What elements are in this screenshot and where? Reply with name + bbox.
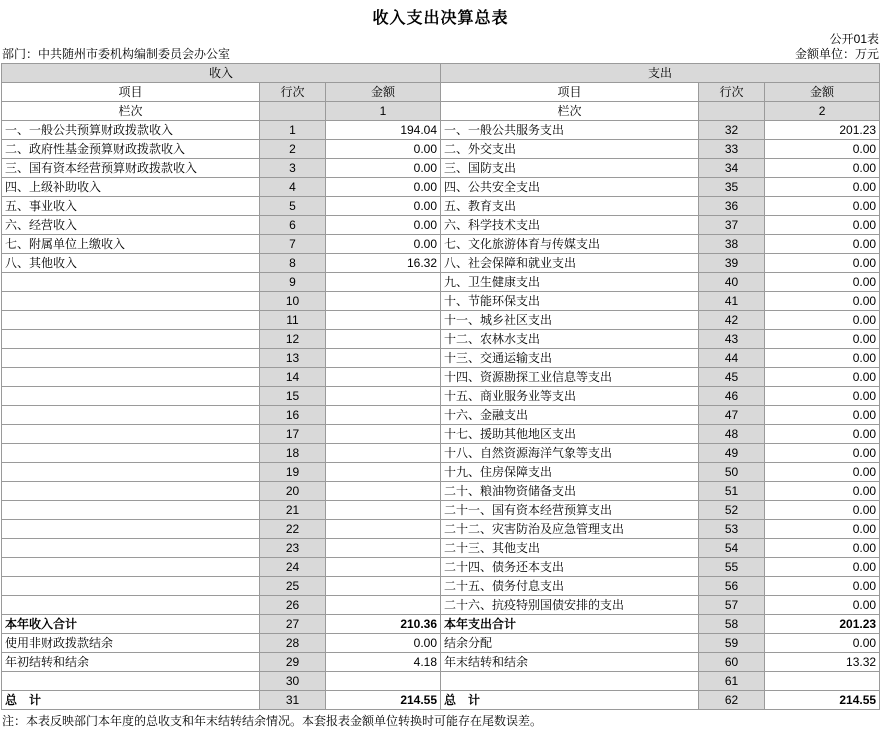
expense-amount-cell: 201.23 [765, 121, 880, 140]
expense-line-cell: 47 [699, 406, 765, 425]
income-amount-cell [326, 482, 441, 501]
income-item-cell: 年初结转和结余 [2, 653, 260, 672]
expense-item-cell: 十四、资源勘探工业信息等支出 [441, 368, 699, 387]
income-line-cell: 18 [260, 444, 326, 463]
income-item-cell [2, 444, 260, 463]
income-line-cell: 30 [260, 672, 326, 691]
expense-amount-cell: 0.00 [765, 539, 880, 558]
income-line-cell: 21 [260, 501, 326, 520]
income-line-cell: 7 [260, 235, 326, 254]
table-row [2, 482, 880, 501]
income-item-cell [2, 463, 260, 482]
department-label: 部门：中共随州市委机构编制委员会办公室 [2, 47, 231, 61]
income-amount-cell [326, 596, 441, 615]
expense-item-cell: 十二、农林水支出 [441, 330, 699, 349]
expense-amount-cell: 201.23 [765, 615, 880, 634]
expense-item-cell: 七、文化旅游体育与传媒支出 [441, 235, 699, 254]
income-line-cell: 3 [260, 159, 326, 178]
income-item-cell [2, 349, 260, 368]
table-row [2, 596, 880, 615]
expense-item-cell: 总 计 [441, 691, 699, 710]
expense-amount-cell: 0.00 [765, 254, 880, 273]
table-row [2, 197, 880, 216]
expense-line-cell: 62 [699, 691, 765, 710]
income-amount-header: 金额 [326, 83, 441, 102]
expense-amount-cell: 0.00 [765, 520, 880, 539]
expense-amount-cell: 0.00 [765, 368, 880, 387]
expense-item-cell: 九、卫生健康支出 [441, 273, 699, 292]
income-line-cell: 28 [260, 634, 326, 653]
expense-line-cell: 54 [699, 539, 765, 558]
income-line-cell: 15 [260, 387, 326, 406]
income-line-cell: 4 [260, 178, 326, 197]
expense-amount-cell: 0.00 [765, 444, 880, 463]
expense-column-number: 2 [765, 102, 880, 121]
expense-line-cell: 61 [699, 672, 765, 691]
expense-line-cell: 51 [699, 482, 765, 501]
expense-item-header: 项目 [441, 83, 699, 102]
income-item-cell: 五、事业收入 [2, 197, 260, 216]
expense-amount-cell: 0.00 [765, 197, 880, 216]
expense-line-cell: 36 [699, 197, 765, 216]
income-amount-cell [326, 330, 441, 349]
form-code: 公开01表 [829, 32, 879, 46]
income-line-cell: 29 [260, 653, 326, 672]
expense-item-cell: 一、一般公共服务支出 [441, 121, 699, 140]
expense-item-cell: 二十四、债务还本支出 [441, 558, 699, 577]
income-amount-cell [326, 387, 441, 406]
expense-amount-cell: 0.00 [765, 140, 880, 159]
income-item-cell: 四、上级补助收入 [2, 178, 260, 197]
column-header-row [2, 83, 880, 102]
table-note: 注：本表反映部门本年度的总收支和年末结转结余情况。本套报表金额单位转换时可能存在尾数误差。 [2, 714, 543, 728]
income-item-cell [2, 596, 260, 615]
income-colnum-blank [260, 102, 326, 121]
income-amount-cell [326, 368, 441, 387]
income-item-cell: 二、政府性基金预算财政拨款收入 [2, 140, 260, 159]
expense-item-cell: 二、外交支出 [441, 140, 699, 159]
income-amount-cell [326, 520, 441, 539]
income-line-cell: 22 [260, 520, 326, 539]
table-row [2, 254, 880, 273]
income-line-cell: 20 [260, 482, 326, 501]
expense-line-cell: 33 [699, 140, 765, 159]
expense-item-cell: 十一、城乡社区支出 [441, 311, 699, 330]
income-amount-cell: 0.00 [326, 178, 441, 197]
income-amount-cell [326, 311, 441, 330]
unit-label: 金额单位：万元 [794, 47, 879, 61]
income-amount-cell: 0.00 [326, 140, 441, 159]
income-line-cell: 13 [260, 349, 326, 368]
expense-amount-cell: 0.00 [765, 330, 880, 349]
income-amount-cell [326, 501, 441, 520]
income-line-cell: 6 [260, 216, 326, 235]
table-row [2, 292, 880, 311]
income-item-cell [2, 406, 260, 425]
expense-item-cell: 十九、住房保障支出 [441, 463, 699, 482]
expense-item-cell: 十五、商业服务业等支出 [441, 387, 699, 406]
income-amount-cell [326, 539, 441, 558]
table-row [2, 558, 880, 577]
expense-item-cell: 八、社会保障和就业支出 [441, 254, 699, 273]
income-line-cell: 31 [260, 691, 326, 710]
expense-line-header: 行次 [699, 83, 765, 102]
income-item-cell [2, 501, 260, 520]
income-amount-cell: 4.18 [326, 653, 441, 672]
income-item-cell: 七、附属单位上缴收入 [2, 235, 260, 254]
expense-line-cell: 57 [699, 596, 765, 615]
table-row [2, 330, 880, 349]
expense-line-cell: 43 [699, 330, 765, 349]
table-row [2, 216, 880, 235]
table-row [2, 634, 880, 653]
table-row [2, 463, 880, 482]
expense-amount-cell: 0.00 [765, 178, 880, 197]
expense-line-cell: 55 [699, 558, 765, 577]
table-row [2, 311, 880, 330]
expense-amount-cell: 0.00 [765, 406, 880, 425]
meta-row [0, 32, 881, 62]
income-line-cell: 5 [260, 197, 326, 216]
income-item-cell [2, 482, 260, 501]
expense-item-cell: 十八、自然资源海洋气象等支出 [441, 444, 699, 463]
expense-group-header: 支出 [441, 64, 880, 83]
income-line-cell: 11 [260, 311, 326, 330]
income-item-cell: 一、一般公共预算财政拨款收入 [2, 121, 260, 140]
income-amount-cell [326, 292, 441, 311]
income-line-cell: 27 [260, 615, 326, 634]
income-item-cell [2, 520, 260, 539]
table-row [2, 235, 880, 254]
table-row [2, 501, 880, 520]
income-amount-cell [326, 463, 441, 482]
income-line-cell: 25 [260, 577, 326, 596]
expense-amount-cell: 0.00 [765, 387, 880, 406]
group-header-row [2, 64, 880, 83]
table-row [2, 691, 880, 710]
expense-line-cell: 49 [699, 444, 765, 463]
income-item-cell [2, 292, 260, 311]
income-amount-cell [326, 444, 441, 463]
income-column-number: 1 [326, 102, 441, 121]
income-item-cell [2, 672, 260, 691]
income-amount-cell [326, 577, 441, 596]
income-item-cell: 三、国有资本经营预算财政拨款收入 [2, 159, 260, 178]
income-amount-cell [326, 273, 441, 292]
expense-line-cell: 44 [699, 349, 765, 368]
income-amount-cell [326, 672, 441, 691]
expense-line-cell: 34 [699, 159, 765, 178]
table-row [2, 140, 880, 159]
income-line-cell: 12 [260, 330, 326, 349]
table-row [2, 425, 880, 444]
income-line-cell: 8 [260, 254, 326, 273]
income-item-cell: 八、其他收入 [2, 254, 260, 273]
income-amount-cell: 0.00 [326, 197, 441, 216]
expense-item-cell: 五、教育支出 [441, 197, 699, 216]
income-group-header: 收入 [2, 64, 441, 83]
income-amount-cell: 210.36 [326, 615, 441, 634]
expense-item-cell: 十三、交通运输支出 [441, 349, 699, 368]
income-item-cell [2, 558, 260, 577]
table-row [2, 368, 880, 387]
income-item-cell [2, 539, 260, 558]
table-body [2, 64, 880, 710]
expense-amount-cell: 0.00 [765, 634, 880, 653]
table-row [2, 615, 880, 634]
expense-amount-cell: 214.55 [765, 691, 880, 710]
expense-line-cell: 52 [699, 501, 765, 520]
expense-amount-cell: 0.00 [765, 216, 880, 235]
income-amount-cell [326, 406, 441, 425]
expense-line-cell: 45 [699, 368, 765, 387]
income-amount-cell: 16.32 [326, 254, 441, 273]
income-line-cell: 23 [260, 539, 326, 558]
expense-amount-cell: 0.00 [765, 292, 880, 311]
expense-amount-cell: 0.00 [765, 596, 880, 615]
expense-item-cell: 结余分配 [441, 634, 699, 653]
table-row [2, 273, 880, 292]
expense-amount-cell: 0.00 [765, 577, 880, 596]
expense-line-cell: 48 [699, 425, 765, 444]
expense-item-cell: 四、公共安全支出 [441, 178, 699, 197]
expense-amount-cell: 0.00 [765, 235, 880, 254]
table-row [2, 159, 880, 178]
expense-item-cell: 二十五、债务付息支出 [441, 577, 699, 596]
table-row [2, 539, 880, 558]
expense-item-cell: 年末结转和结余 [441, 653, 699, 672]
column-number-row [2, 102, 880, 121]
income-line-cell: 1 [260, 121, 326, 140]
income-column-label: 栏次 [2, 102, 260, 121]
income-item-cell: 本年收入合计 [2, 615, 260, 634]
table-row [2, 387, 880, 406]
income-item-cell: 总 计 [2, 691, 260, 710]
income-line-cell: 2 [260, 140, 326, 159]
income-amount-cell: 214.55 [326, 691, 441, 710]
table-row [2, 444, 880, 463]
expense-amount-cell: 0.00 [765, 425, 880, 444]
income-amount-cell [326, 558, 441, 577]
income-line-cell: 9 [260, 273, 326, 292]
income-item-cell [2, 273, 260, 292]
expense-item-cell: 二十六、抗疫特别国债安排的支出 [441, 596, 699, 615]
table-row [2, 349, 880, 368]
expense-amount-cell: 0.00 [765, 311, 880, 330]
expense-item-cell: 二十一、国有资本经营预算支出 [441, 501, 699, 520]
expense-amount-cell: 0.00 [765, 501, 880, 520]
income-line-cell: 26 [260, 596, 326, 615]
income-amount-cell: 0.00 [326, 235, 441, 254]
expense-item-cell [441, 672, 699, 691]
budget-table [1, 63, 880, 710]
expense-amount-cell: 0.00 [765, 273, 880, 292]
income-line-cell: 24 [260, 558, 326, 577]
expense-amount-cell [765, 672, 880, 691]
income-item-header: 项目 [2, 83, 260, 102]
table-row [2, 406, 880, 425]
table-row [2, 577, 880, 596]
meta-right [795, 32, 879, 62]
page-title: 收入支出决算总表 [372, 10, 509, 27]
meta-left [2, 32, 230, 62]
expense-line-cell: 50 [699, 463, 765, 482]
income-amount-cell [326, 349, 441, 368]
table-row [2, 520, 880, 539]
expense-colnum-blank [699, 102, 765, 121]
expense-amount-header: 金额 [765, 83, 880, 102]
expense-line-cell: 56 [699, 577, 765, 596]
income-item-cell: 六、经营收入 [2, 216, 260, 235]
expense-line-cell: 40 [699, 273, 765, 292]
expense-item-cell: 二十、粮油物资储备支出 [441, 482, 699, 501]
expense-amount-cell: 0.00 [765, 558, 880, 577]
expense-line-cell: 41 [699, 292, 765, 311]
expense-item-cell: 三、国防支出 [441, 159, 699, 178]
expense-line-cell: 39 [699, 254, 765, 273]
income-line-cell: 17 [260, 425, 326, 444]
income-amount-cell: 0.00 [326, 634, 441, 653]
expense-line-cell: 38 [699, 235, 765, 254]
expense-line-cell: 53 [699, 520, 765, 539]
income-line-cell: 14 [260, 368, 326, 387]
expense-item-cell: 本年支出合计 [441, 615, 699, 634]
income-item-cell [2, 387, 260, 406]
expense-item-cell: 十七、援助其他地区支出 [441, 425, 699, 444]
expense-column-label: 栏次 [441, 102, 699, 121]
expense-item-cell: 十六、金融支出 [441, 406, 699, 425]
income-item-cell [2, 577, 260, 596]
income-item-cell [2, 330, 260, 349]
income-amount-cell: 0.00 [326, 159, 441, 178]
expense-line-cell: 35 [699, 178, 765, 197]
expense-line-cell: 42 [699, 311, 765, 330]
table-row [2, 121, 880, 140]
income-amount-cell [326, 425, 441, 444]
expense-line-cell: 59 [699, 634, 765, 653]
expense-item-cell: 六、科学技术支出 [441, 216, 699, 235]
table-row [2, 178, 880, 197]
income-amount-cell: 194.04 [326, 121, 441, 140]
income-line-header: 行次 [260, 83, 326, 102]
table-row [2, 672, 880, 691]
income-line-cell: 10 [260, 292, 326, 311]
income-item-cell [2, 368, 260, 387]
expense-amount-cell: 0.00 [765, 463, 880, 482]
income-item-cell: 使用非财政拨款结余 [2, 634, 260, 653]
expense-line-cell: 37 [699, 216, 765, 235]
income-item-cell [2, 311, 260, 330]
expense-amount-cell: 0.00 [765, 482, 880, 501]
expense-item-cell: 二十三、其他支出 [441, 539, 699, 558]
expense-item-cell: 二十二、灾害防治及应急管理支出 [441, 520, 699, 539]
expense-line-cell: 32 [699, 121, 765, 140]
expense-amount-cell: 0.00 [765, 349, 880, 368]
table-row [2, 653, 880, 672]
income-amount-cell: 0.00 [326, 216, 441, 235]
expense-amount-cell: 0.00 [765, 159, 880, 178]
expense-line-cell: 60 [699, 653, 765, 672]
expense-item-cell: 十、节能环保支出 [441, 292, 699, 311]
expense-line-cell: 46 [699, 387, 765, 406]
income-line-cell: 16 [260, 406, 326, 425]
income-item-cell [2, 425, 260, 444]
income-line-cell: 19 [260, 463, 326, 482]
expense-amount-cell: 13.32 [765, 653, 880, 672]
expense-line-cell: 58 [699, 615, 765, 634]
